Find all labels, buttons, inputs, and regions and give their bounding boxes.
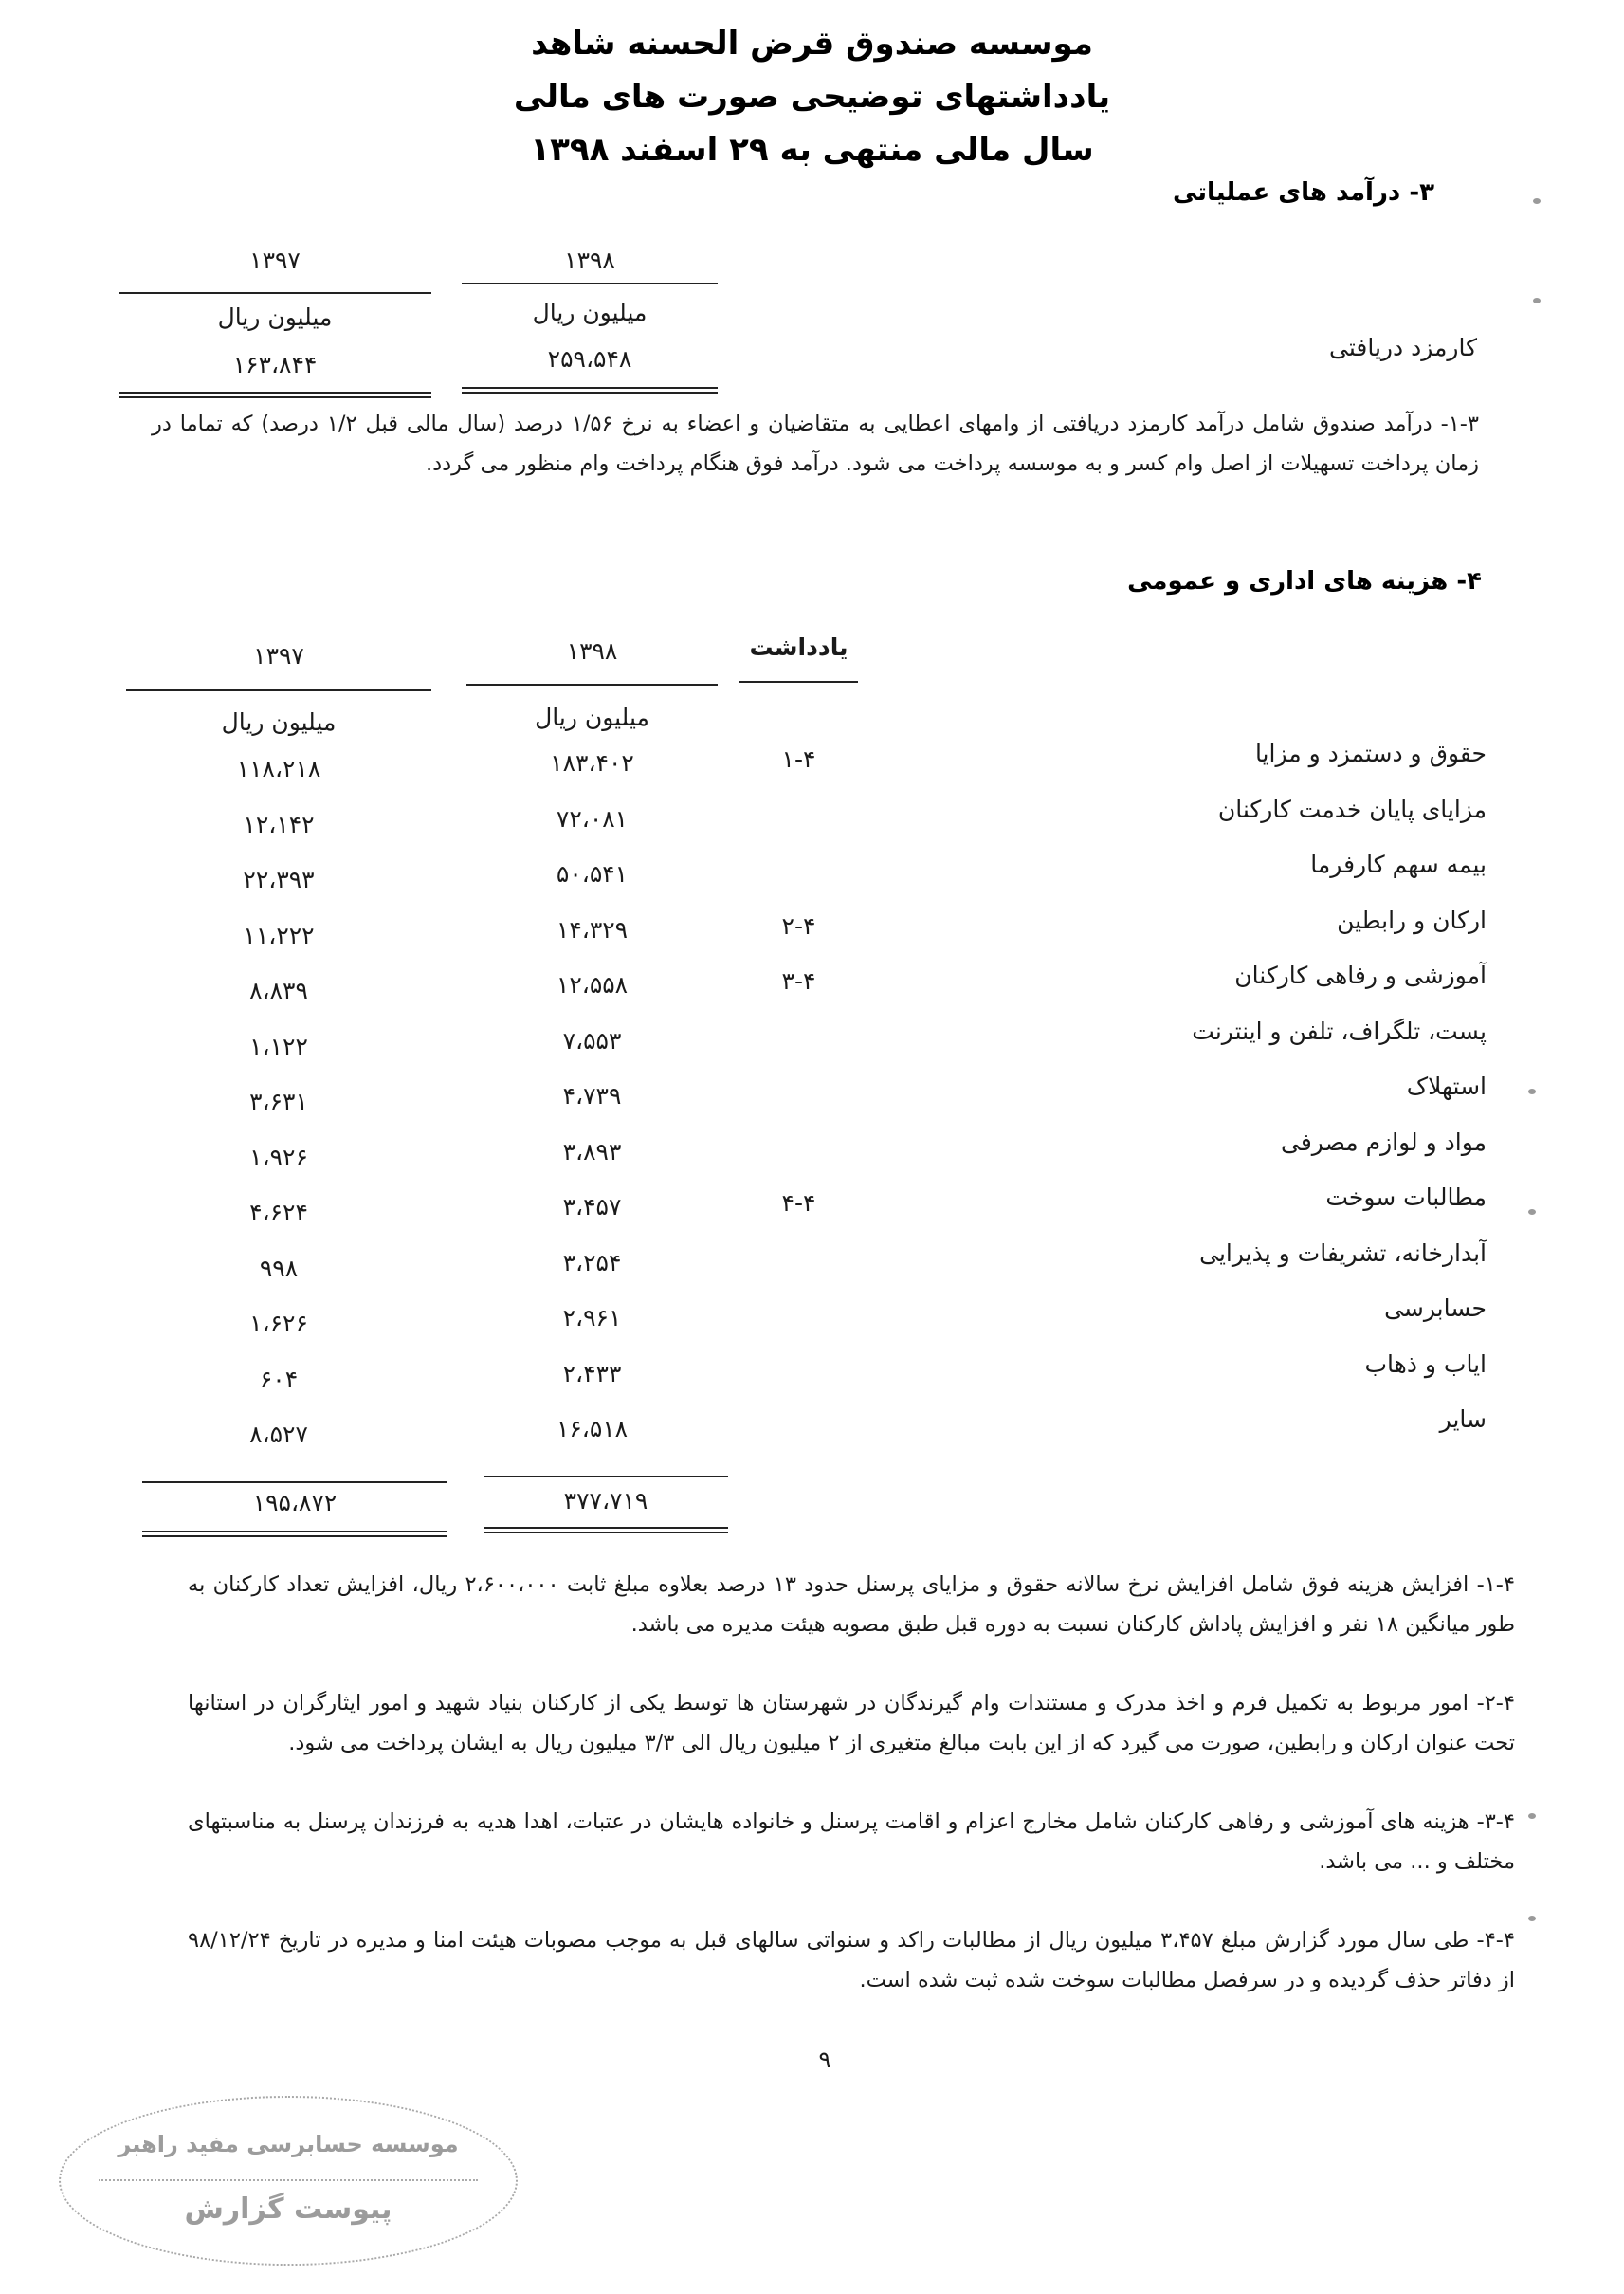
unit-1398: میلیون ریال bbox=[535, 704, 649, 731]
total-double-rule bbox=[119, 392, 431, 398]
row-label: مواد و لوازم مصرفی bbox=[1281, 1129, 1487, 1156]
row-value-1398: ۲،۹۶۱ bbox=[562, 1304, 622, 1331]
row-value-1398: ۳،۴۵۷ bbox=[562, 1193, 622, 1220]
col-header-1398: ۱۳۹۸ bbox=[566, 637, 618, 665]
note-4-4: ۴-۴- طی سال مورد گزارش مبلغ ۳،۴۵۷ میلیون ریال از مطالبات راکد و سنواتی سالهای قبل به موجب مصوبات هیئت امنا و مدیره در تاریخ ۹۸/۱۲/۲۴ از دفاتر حذف گردیده و در سرفصل مطالبات سوخت شده ثبت شده است. bbox=[188, 1928, 1515, 1992]
unit-1397: میلیون ریال bbox=[217, 303, 333, 331]
margin-mark bbox=[1528, 1209, 1536, 1215]
row-value-1397: ۳،۶۳۱ bbox=[249, 1088, 308, 1115]
row-label: آبدارخانه، تشریفات و پذیرایی bbox=[1199, 1239, 1487, 1267]
row-value-1398: ۵۰،۵۴۱ bbox=[556, 860, 629, 888]
section-4-heading: ۴- هزینه های اداری و عمومی bbox=[1127, 567, 1482, 596]
note-4-3: ۳-۴- هزینه های آموزشی و رفاهی کارکنان شامل مخارج اعزام و اقامت پرسنل و خانواده هایشان در عتبات، اهدا هدیه به فرزندان پرسنل به مناسبتهای مختلف و ... می باشد. bbox=[188, 1809, 1515, 1874]
row-label: مطالبات سوخت bbox=[1325, 1184, 1487, 1211]
row-value-1398: ۱۴،۳۲۹ bbox=[556, 916, 629, 944]
note-4-1: ۱-۴- افزایش هزینه فوق شامل افزایش نرخ سالانه حقوق و مزایای پرسنل حدود ۱۳ درصد بعلاوه مبلغ ثابت ۲،۶۰۰،۰۰۰ ریال، افزایش تعداد کارکنان به طور میانگین ۱۸ نفر و افزایش پاداش کارکنان نسبت به دوره قبل طبق مصوبه هیئت مدیره می باشد. bbox=[188, 1572, 1515, 1637]
row-label: آموزشی و رفاهی کارکنان bbox=[1234, 962, 1487, 989]
col-header-note: یادداشت bbox=[749, 633, 848, 661]
row-value-1398: ۳،۸۹۳ bbox=[562, 1138, 622, 1165]
row-value-1398: ۲،۴۳۳ bbox=[562, 1360, 622, 1387]
note-3-1: ۱-۳- درآمد صندوق شامل درآمد کارمزد دریافتی از وامهای اعطایی به متقاضیان و اعضاء به نرخ ۱/۵۶ درصد (سال مالی قبل ۱/۲ درصد) که تماما در زمان پرداخت تسهیلات از اصل وام کسر و به موسسه پرداخت می شود. درآمد فوق هنگام پرداخت وام منظور می گردد. bbox=[152, 412, 1479, 476]
unit-1398: میلیون ریال bbox=[532, 299, 648, 326]
value-1398: ۲۵۹،۵۴۸ bbox=[547, 345, 632, 373]
note-4-2: ۲-۴- امور مربوط به تکمیل فرم و اخذ مدرک و مستندات وام گیرندگان در شهرستان ها توسط یکی از کارکنان بنیاد شهید و امور ایثارگران در استانها تحت عنوان ارکان و رابطین، صورت می گیرد که از این بابت مبالغ متغیری از ۲ میلیون ریال الی ۳/۳ میلیون ریال به ایشان پرداخت می شود. bbox=[188, 1691, 1515, 1755]
row-label-fee-income: کارمزد دریافتی bbox=[1329, 334, 1477, 361]
row-value-1398: ۱۸۳،۴۰۲ bbox=[550, 749, 634, 777]
total-double-rule bbox=[484, 1527, 728, 1533]
page-number: ۹ bbox=[818, 2046, 831, 2073]
row-label: حقوق و دستمزد و مزایا bbox=[1254, 740, 1487, 767]
row-label: ایاب و ذهاب bbox=[1364, 1350, 1487, 1378]
header-rule bbox=[466, 684, 718, 686]
col-header-1397: ۱۳۹۷ bbox=[253, 642, 304, 670]
row-value-1397: ۱۱۸،۲۱۸ bbox=[236, 755, 321, 782]
row-value-1397: ۴،۶۲۴ bbox=[249, 1199, 308, 1226]
row-value-1397: ۲۲،۳۹۳ bbox=[243, 866, 315, 893]
margin-mark bbox=[1528, 1916, 1536, 1921]
subtotal-rule bbox=[142, 1481, 447, 1483]
total-double-rule bbox=[462, 387, 718, 394]
row-value-1397: ۸،۸۳۹ bbox=[249, 977, 308, 1004]
row-value-1398: ۷۲،۰۸۱ bbox=[556, 805, 629, 833]
margin-mark bbox=[1528, 1089, 1536, 1094]
margin-mark bbox=[1528, 1813, 1536, 1819]
row-value-1398: ۴،۷۳۹ bbox=[562, 1082, 622, 1110]
total-double-rule bbox=[142, 1531, 447, 1537]
header-rule bbox=[739, 681, 858, 683]
row-label: مزایای پایان خدمت کارکنان bbox=[1217, 796, 1487, 823]
header-rule bbox=[126, 689, 431, 691]
row-value-1397: ۱،۱۲۲ bbox=[249, 1033, 308, 1060]
header-rule bbox=[462, 283, 718, 284]
row-value-1397: ۹۹۸ bbox=[259, 1255, 299, 1282]
fiscal-period: سال مالی منتهی به ۲۹ اسفند ۱۳۹۸ bbox=[530, 131, 1094, 169]
row-value-1398: ۱۲،۵۵۸ bbox=[556, 971, 629, 999]
row-note-ref: ۱-۴ bbox=[781, 745, 816, 773]
row-value-1397: ۱،۹۲۶ bbox=[249, 1144, 308, 1171]
row-value-1397: ۱۲،۱۴۲ bbox=[243, 811, 315, 838]
row-value-1397: ۸،۵۲۷ bbox=[249, 1421, 308, 1448]
row-value-1397: ۱،۶۲۶ bbox=[249, 1310, 308, 1337]
total-1398: ۳۷۷،۷۱۹ bbox=[563, 1487, 648, 1514]
row-label: استهلاک bbox=[1406, 1073, 1487, 1100]
row-label: حسابرسی bbox=[1384, 1294, 1487, 1322]
subtotal-rule bbox=[484, 1476, 728, 1477]
col-header-1397: ۱۳۹۷ bbox=[249, 247, 301, 274]
stamp-report-attachment: پیوست گزارش bbox=[184, 2193, 392, 2226]
row-label: ارکان و رابطین bbox=[1337, 907, 1487, 934]
unit-1397: میلیون ریال bbox=[221, 708, 337, 736]
row-value-1398: ۳،۲۵۴ bbox=[562, 1249, 622, 1276]
row-value-1397: ۶۰۴ bbox=[259, 1366, 299, 1393]
total-1397: ۱۹۵،۸۷۲ bbox=[252, 1489, 338, 1516]
margin-mark bbox=[1533, 298, 1541, 303]
margin-mark bbox=[1533, 198, 1541, 204]
row-value-1397: ۱۱،۲۲۲ bbox=[243, 922, 315, 949]
section-3-heading: ۳- درآمد های عملیاتی bbox=[1172, 178, 1434, 207]
value-1397: ۱۶۳،۸۴۴ bbox=[232, 351, 318, 378]
row-value-1398: ۷،۵۵۳ bbox=[562, 1027, 622, 1055]
auditor-stamp bbox=[59, 2096, 518, 2266]
row-label: بیمه سهم کارفرما bbox=[1310, 851, 1487, 878]
row-label: پست، تلگراف، تلفن و اینترنت bbox=[1192, 1018, 1487, 1045]
stamp-auditor-name: موسسه حسابرسی مفید راهبر bbox=[118, 2131, 459, 2157]
row-note-ref: ۳-۴ bbox=[781, 967, 816, 995]
org-title: موسسه صندوق قرض الحسنه شاهد bbox=[531, 25, 1093, 63]
header-rule bbox=[119, 292, 431, 294]
row-value-1398: ۱۶،۵۱۸ bbox=[556, 1415, 629, 1442]
stamp-divider bbox=[99, 2179, 478, 2181]
document-title: یادداشتهای توضیحی صورت های مالی bbox=[513, 78, 1111, 116]
row-note-ref: ۴-۴ bbox=[781, 1189, 816, 1217]
row-label: سایر bbox=[1439, 1405, 1487, 1433]
row-note-ref: ۲-۴ bbox=[781, 912, 816, 940]
col-header-1398: ۱۳۹۸ bbox=[564, 247, 615, 274]
